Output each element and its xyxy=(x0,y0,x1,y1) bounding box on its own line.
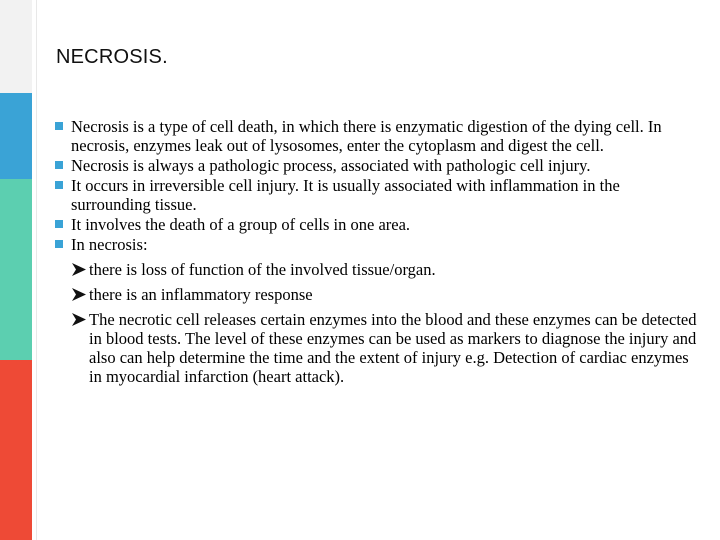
accent-bar-red-segment xyxy=(0,360,32,540)
bullet-text: It occurs in irreversible cell injury. It is usually associated with inflammation in the surrounding tissue. xyxy=(71,176,620,214)
slide-title: NECROSIS. xyxy=(56,46,168,68)
slide-body xyxy=(55,117,703,386)
accent-bar-teal-segment xyxy=(0,179,32,360)
bullet-text: It involves the death of a group of cells in one area. xyxy=(71,215,411,234)
square-bullet-icon xyxy=(55,181,63,189)
bullet-item xyxy=(55,215,703,234)
bullet-item xyxy=(55,156,703,175)
bullet-item xyxy=(55,235,703,254)
sub-bullet-text: there is loss of function of the involved tissue/organ. xyxy=(89,260,436,279)
bullet-text: Necrosis is always a pathologic process, associated with pathologic cell injury. xyxy=(71,156,591,175)
bullet-text: In necrosis: xyxy=(71,235,148,254)
sub-bullet-text: there is an inflammatory response xyxy=(89,285,313,304)
accent-divider-line xyxy=(36,0,37,540)
sub-bullet-item xyxy=(55,310,703,386)
square-bullet-icon xyxy=(55,122,63,130)
sub-bullet-item xyxy=(55,285,703,304)
bullet-item xyxy=(55,117,703,155)
arrowhead-bullet-icon xyxy=(71,287,87,302)
accent-bar-top-segment xyxy=(0,0,32,93)
square-bullet-icon xyxy=(55,161,63,169)
accent-bar-blue-segment xyxy=(0,93,32,179)
bullet-text: Necrosis is a type of cell death, in which there is enzymatic digestion of the dying cell. In necrosis, enzymes leak out of lysosomes, enter the cytoplasm and digest the cell. xyxy=(71,117,662,155)
bullet-item xyxy=(55,176,703,214)
square-bullet-icon xyxy=(55,220,63,228)
sub-bullet-text: The necrotic cell releases certain enzymes into the blood and these enzymes can be detected in blood tests. The level of these enzymes can be used as markers to diagnose the injury and also can help determine the time and the extent of injury e.g. Detection of cardiac enzymes in myocardial infarction (heart attack). xyxy=(89,310,697,386)
arrowhead-bullet-icon xyxy=(71,262,87,277)
sub-bullet-item xyxy=(55,260,703,279)
arrowhead-bullet-icon xyxy=(71,312,87,327)
left-accent-bar xyxy=(0,0,32,540)
square-bullet-icon xyxy=(55,240,63,248)
